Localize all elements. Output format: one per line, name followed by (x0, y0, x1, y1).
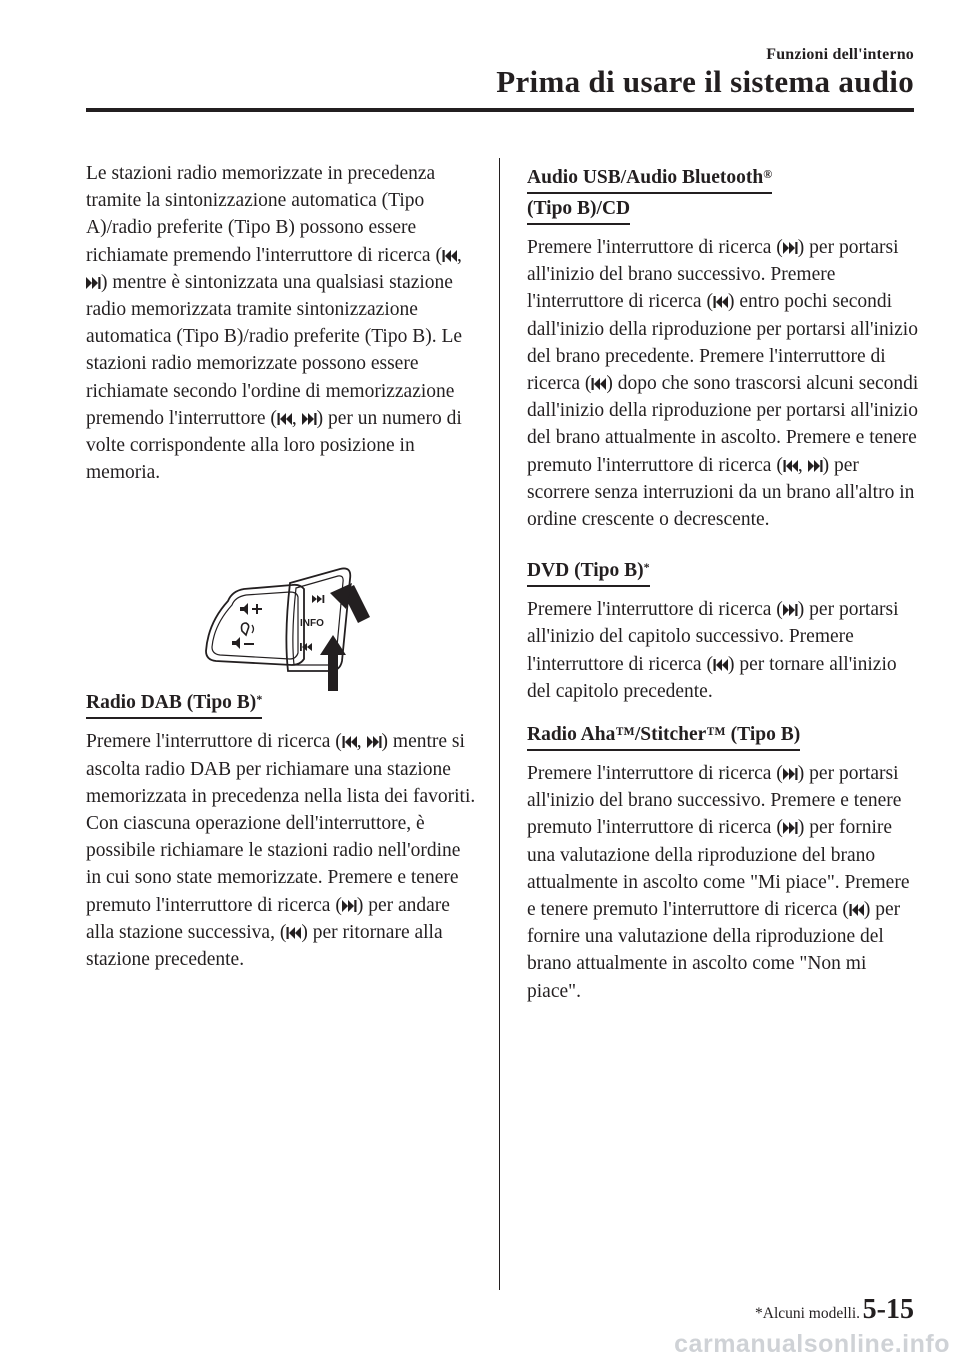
column-divider (499, 158, 500, 1290)
dab-paragraph: Premere l'interruttore di ricerca ( , ) mentre si ascolta radio DAB per richiamare una stazione memorizzata in precedenza nella lista dei favoriti. Con ciascuna operazione dell'interruttore, è possibile richiamare le stazioni radio nell'ordine in cui sono state memorizzate. Premere e tenere premuto l'interruttore di ricerca ( ) per andare alla stazione successiva, ( ) per ritornare alla stazione precedente. (86, 731, 476, 971)
switch-next-icon (312, 595, 324, 603)
dab-heading: Radio DAB (Tipo B)* (86, 689, 476, 719)
usb-paragraph: Premere l'interruttore di ricerca ( ) per portarsi all'inizio del brano successivo. Premere l'interruttore di ricerca ( ) entro pochi secondi dall'inizio della riproduzione per portarsi all'inizio del brano precedente. Premere l'interruttore di ricerca ( ) dopo che sono trascorsi alcuni secondi dall'inizio della riproduzione per portarsi all'inizio del brano attualmente in ascolto. Premere e tenere premuto l'interruttore di ricerca ( , ) per scorrere senza interruzioni da un brano all'altro in ordine crescente o decrescente. (527, 237, 919, 531)
seek-forward-icon (86, 276, 101, 290)
seek-back-icon (286, 926, 301, 940)
aha-paragraph: Premere l'interruttore di ricerca ( ) per portarsi all'inizio del brano successivo. Premere e tenere premuto l'interruttore di ricerca ( ) per fornire una valutazione della riproduzione del brano attualmente in ascolto come "Mi piace". Premere e tenere premuto l'interruttore di ricerca ( ) per fornire una valutazione della riproduzione del brano attualmente in ascolto come "Non mi piace". (527, 763, 910, 1002)
seek-back-icon (713, 295, 728, 309)
seek-back-icon (713, 658, 728, 672)
seek-forward-icon (342, 899, 357, 913)
dvd-paragraph: Premere l'interruttore di ricerca ( ) per portarsi all'inizio del capitolo successivo. Premere l'interruttore di ricerca ( ) per tornare all'inizio del capitolo precedente. (527, 599, 899, 702)
seek-back-icon (783, 459, 798, 473)
header-rule (86, 108, 914, 112)
watermark: carmanualsonline.info (674, 1330, 950, 1358)
seek-forward-icon (783, 821, 798, 835)
dvd-heading: DVD (Tipo B)* (527, 557, 919, 587)
right-column (527, 164, 919, 1005)
page-number: 5-15 (862, 1294, 914, 1325)
intro-paragraph: Le stazioni radio memorizzate in precedenza tramite la sintonizzazione automatica (Tipo A)/radio preferite (Tipo B) possono essere richiamate premendo l'interruttore di ricerca ( , ) mentre è sintonizzata una qualsiasi stazione radio memorizzata tramite sintonizzazione automatica (Tipo B)/radio preferite (Tipo B). Le stazioni radio memorizzate possono essere richiamate secondo l'ordine di memorizzazione premendo l'interruttore ( , ) per un numero di volte corrispondente alla loro posizione in memoria. (86, 163, 463, 484)
seek-back-icon (591, 377, 606, 391)
seek-back-icon (277, 412, 292, 426)
seek-forward-icon (367, 735, 382, 749)
page-title: Prima di usare il sistema audio (496, 64, 914, 99)
usb-heading: Audio USB/Audio Bluetooth® (Tipo B)/CD (527, 164, 919, 225)
volume-down-icon (232, 637, 254, 649)
seek-forward-icon (783, 241, 798, 255)
seek-back-icon (442, 249, 457, 263)
switch-prev-icon (300, 643, 312, 651)
seek-forward-icon (808, 459, 823, 473)
seek-back-icon (342, 735, 357, 749)
seek-forward-icon (783, 603, 798, 617)
pointer-arrow-up (330, 583, 370, 623)
voice-icon (242, 623, 254, 635)
seek-forward-icon (302, 412, 317, 426)
volume-up-icon (240, 603, 262, 615)
seek-forward-icon (783, 767, 798, 781)
info-button-label: INFO (300, 618, 324, 629)
switch-housing-inner (212, 592, 298, 659)
aha-heading: Radio Aha™/Stitcher™ (Tipo B) (527, 721, 919, 751)
steering-switch-illustration (200, 565, 372, 695)
header-section-label: Funzioni dell'interno (766, 46, 914, 63)
footnote: *Alcuni modelli. (755, 1305, 861, 1322)
seek-back-icon (849, 903, 864, 917)
